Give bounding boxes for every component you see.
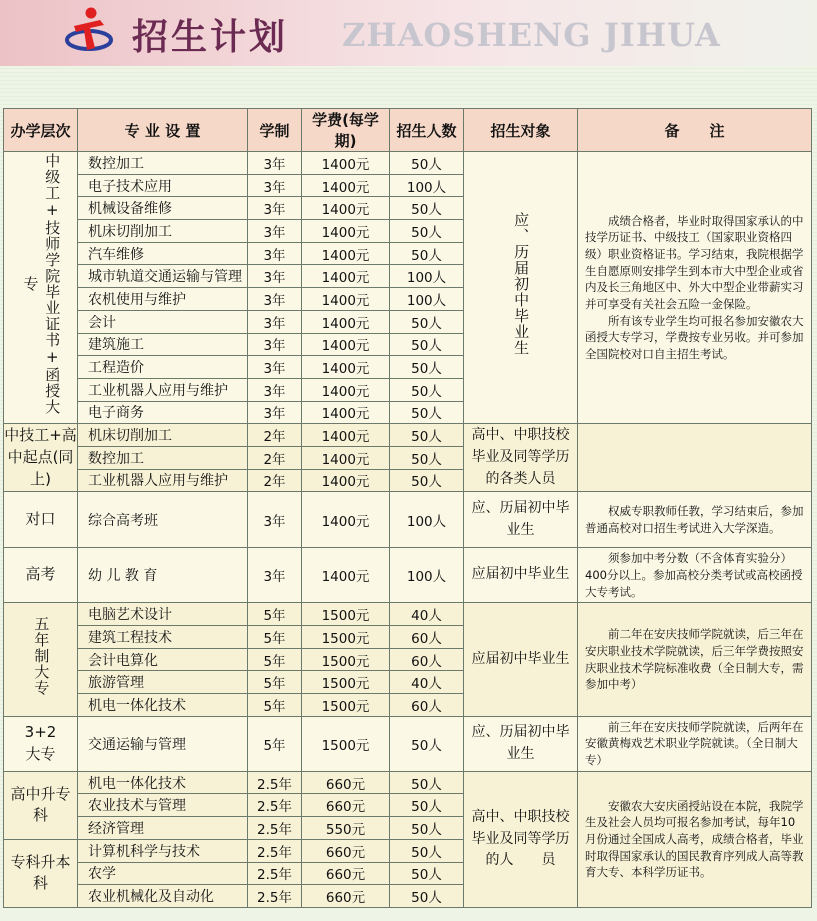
fee-cell: 1400元 [302, 492, 390, 548]
target-cell: 应、历届初中毕业生 [464, 716, 578, 771]
years-cell: 3年 [248, 310, 302, 333]
major-cell: 工程造价 [78, 356, 248, 379]
fee-cell: 660元 [302, 794, 390, 817]
count-cell: 50人 [390, 378, 464, 401]
fee-cell: 1400元 [302, 197, 390, 220]
major-cell: 农机使用与维护 [78, 288, 248, 311]
years-cell: 3年 [248, 548, 302, 603]
count-cell: 50人 [390, 356, 464, 379]
header-count: 招生人数 [390, 109, 464, 152]
note-cell [578, 152, 812, 424]
fee-cell: 1400元 [302, 174, 390, 197]
count-cell: 50人 [390, 862, 464, 885]
years-cell: 2年 [248, 424, 302, 447]
level-label: 五年制大专 [32, 616, 51, 697]
count-cell: 50人 [390, 885, 464, 908]
major-cell: 机械设备维修 [78, 197, 248, 220]
major-cell: 会计电算化 [78, 648, 248, 671]
count-cell: 50人 [390, 333, 464, 356]
target-cell: 应届初中毕业生 [464, 548, 578, 603]
table-row [4, 548, 812, 603]
years-cell: 2.5年 [248, 839, 302, 862]
fee-cell: 550元 [302, 817, 390, 840]
count-cell: 50人 [390, 242, 464, 265]
major-cell: 旅游管理 [78, 671, 248, 694]
fee-cell: 1400元 [302, 469, 390, 492]
years-cell: 5年 [248, 716, 302, 771]
table-row [4, 424, 812, 447]
count-cell: 50人 [390, 197, 464, 220]
note-paragraph: 成绩合格者，毕业时取得国家承认的中技学历证书、中级技工（国家职业资格四级）职业资格证书。学习结束，我院根据学生自愿原则安排学生到本市大中型企业或省内及长三角地区中、外大中型企业带薪实习并可享受有关社会五险一金保险。 [585, 213, 804, 311]
count-cell: 50人 [390, 152, 464, 175]
major-cell: 建筑工程技术 [78, 626, 248, 649]
count-cell: 50人 [390, 310, 464, 333]
target-cell: 高中、中职技校毕业及同等学历的人 员 [464, 771, 578, 907]
target-cell: 应届初中毕业生 [464, 603, 578, 716]
years-cell: 3年 [248, 378, 302, 401]
table-row [4, 603, 812, 626]
fee-cell: 1400元 [302, 152, 390, 175]
header-fee: 学费(每学期) [302, 109, 390, 152]
major-cell: 机床切削加工 [78, 424, 248, 447]
note-cell: 前二年在安庆技师学院就读，后三年在安庆职业技术学院就读，后三年学费按照安庆职业技术学院标准收费（全日制大专，需参加中考） [578, 603, 812, 716]
major-cell: 幼 儿 教 育 [78, 548, 248, 603]
note-cell: 权威专职教师任教，学习结束后，参加普通高校对口招生考试进入大学深造。 [578, 492, 812, 548]
level-cell [4, 716, 78, 771]
target-cell: 高中、中职技校毕业及同等学历的各类人员 [464, 424, 578, 492]
fee-cell: 1400元 [302, 242, 390, 265]
major-cell: 机床切削加工 [78, 220, 248, 243]
level-label: 大专 [25, 744, 56, 763]
table-row [4, 152, 812, 175]
years-cell: 5年 [248, 648, 302, 671]
fee-cell: 660元 [302, 885, 390, 908]
fee-cell: 1400元 [302, 220, 390, 243]
count-cell: 50人 [390, 469, 464, 492]
target-cell: 应、历届初中毕业生 [464, 492, 578, 548]
count-cell: 50人 [390, 401, 464, 424]
level-cell: 专科升本科 [4, 839, 78, 907]
count-cell: 50人 [390, 771, 464, 794]
level-label: 中级工+技师学院毕业证书+函授大专 [21, 153, 62, 416]
page-title-en: ZHAOSHENG JIHUA [342, 16, 721, 54]
count-cell: 100人 [390, 548, 464, 603]
page-title-cn: 招生计划 [132, 17, 289, 58]
school-logo-icon [60, 4, 118, 62]
fee-cell: 1400元 [302, 378, 390, 401]
years-cell: 3年 [248, 356, 302, 379]
major-cell: 计算机科学与技术 [78, 839, 248, 862]
major-cell: 电子商务 [78, 401, 248, 424]
major-cell: 电子技术应用 [78, 174, 248, 197]
table-header-row [4, 109, 812, 152]
count-cell: 60人 [390, 648, 464, 671]
count-cell: 50人 [390, 839, 464, 862]
level-label: 3+2 [24, 723, 57, 742]
fee-cell: 1400元 [302, 424, 390, 447]
note-cell: 安徽农大安庆函授站设在本院，我院学生及社会人员均可报名参加考试，每年10月份通过全国成人高考，成绩合格者，毕业时取得国家承认的国民教育序列成人高等教育大专、本科学历证书。 [578, 771, 812, 907]
header-notes: 备 注 [578, 109, 812, 152]
level-cell [4, 152, 78, 424]
fee-cell: 1500元 [302, 648, 390, 671]
major-cell: 工业机器人应用与维护 [78, 378, 248, 401]
years-cell: 3年 [248, 242, 302, 265]
years-cell: 2年 [248, 446, 302, 469]
fee-cell: 660元 [302, 771, 390, 794]
fee-cell: 1400元 [302, 401, 390, 424]
level-cell [4, 603, 78, 716]
years-cell: 3年 [248, 174, 302, 197]
header-major: 专 业 设 置 [78, 109, 248, 152]
fee-cell: 1500元 [302, 626, 390, 649]
major-cell: 电脑艺术设计 [78, 603, 248, 626]
count-cell: 60人 [390, 626, 464, 649]
major-cell: 机电一体化技术 [78, 694, 248, 717]
count-cell: 100人 [390, 265, 464, 288]
target-cell [464, 152, 578, 424]
fee-cell: 1400元 [302, 446, 390, 469]
major-cell: 交通运输与管理 [78, 716, 248, 771]
years-cell: 2.5年 [248, 771, 302, 794]
note-cell: 须参加中考分数（不含体育实验分）400分以上。参加高校分类考试或高校函授大专考试。 [578, 548, 812, 603]
level-cell: 中技工+高中起点(同上) [4, 424, 78, 492]
major-cell: 经济管理 [78, 817, 248, 840]
years-cell: 2.5年 [248, 885, 302, 908]
major-cell: 汽车维修 [78, 242, 248, 265]
title-banner [0, 0, 817, 66]
years-cell: 5年 [248, 626, 302, 649]
level-cell: 高中升专科 [4, 771, 78, 839]
years-cell: 3年 [248, 288, 302, 311]
count-cell: 50人 [390, 424, 464, 447]
major-cell: 建筑施工 [78, 333, 248, 356]
table-row [4, 492, 812, 548]
fee-cell: 660元 [302, 862, 390, 885]
major-cell: 机电一体化技术 [78, 771, 248, 794]
years-cell: 3年 [248, 492, 302, 548]
years-cell: 2.5年 [248, 794, 302, 817]
major-cell: 城市轨道交通运输与管理 [78, 265, 248, 288]
fee-cell: 660元 [302, 839, 390, 862]
fee-cell: 1400元 [302, 548, 390, 603]
fee-cell: 1400元 [302, 356, 390, 379]
count-cell: 50人 [390, 220, 464, 243]
years-cell: 5年 [248, 671, 302, 694]
major-cell: 农学 [78, 862, 248, 885]
major-cell: 会计 [78, 310, 248, 333]
table-row [4, 771, 812, 794]
level-cell [4, 548, 78, 603]
major-cell: 农业机械化及自动化 [78, 885, 248, 908]
count-cell: 50人 [390, 817, 464, 840]
count-cell: 50人 [390, 794, 464, 817]
header-target: 招生对象 [464, 109, 578, 152]
level-label: 高考 [25, 565, 56, 584]
years-cell: 5年 [248, 694, 302, 717]
note-cell: 前三年在安庆技师学院就读，后两年在安徽黄梅戏艺术职业学院就读。（全日制大专） [578, 716, 812, 771]
note-paragraph: 所有该专业学生均可报名参加安徽农大函授大专学习，学费按专业另收。并可参加全国院校对口自主招生考试。 [585, 313, 804, 361]
count-cell: 50人 [390, 716, 464, 771]
fee-cell: 1500元 [302, 671, 390, 694]
years-cell: 3年 [248, 220, 302, 243]
fee-cell: 1500元 [302, 694, 390, 717]
header-level: 办学层次 [4, 109, 78, 152]
count-cell: 50人 [390, 446, 464, 469]
years-cell: 5年 [248, 603, 302, 626]
major-cell: 农业技术与管理 [78, 794, 248, 817]
count-cell: 40人 [390, 603, 464, 626]
enrollment-plan-table [3, 108, 812, 908]
fee-cell: 1400元 [302, 265, 390, 288]
level-cell [4, 492, 78, 548]
level-label: 对口 [25, 509, 56, 528]
enrollment-table-wrapper [3, 108, 811, 907]
count-cell: 100人 [390, 492, 464, 548]
major-cell: 数控加工 [78, 446, 248, 469]
major-cell: 工业机器人应用与维护 [78, 469, 248, 492]
count-cell: 60人 [390, 694, 464, 717]
years-cell: 3年 [248, 401, 302, 424]
years-cell: 2.5年 [248, 862, 302, 885]
target-label: 应、历届初中毕业生 [512, 211, 531, 356]
years-cell: 3年 [248, 197, 302, 220]
count-cell: 100人 [390, 288, 464, 311]
fee-cell: 1400元 [302, 310, 390, 333]
years-cell: 2.5年 [248, 817, 302, 840]
note-cell [578, 424, 812, 492]
years-cell: 3年 [248, 152, 302, 175]
years-cell: 3年 [248, 265, 302, 288]
fee-cell: 1500元 [302, 603, 390, 626]
major-cell: 数控加工 [78, 152, 248, 175]
years-cell: 2年 [248, 469, 302, 492]
count-cell: 40人 [390, 671, 464, 694]
fee-cell: 1400元 [302, 288, 390, 311]
years-cell: 3年 [248, 333, 302, 356]
header-years: 学制 [248, 109, 302, 152]
count-cell: 100人 [390, 174, 464, 197]
fee-cell: 1400元 [302, 333, 390, 356]
fee-cell: 1500元 [302, 716, 390, 771]
table-row [4, 716, 812, 771]
major-cell: 综合高考班 [78, 492, 248, 548]
